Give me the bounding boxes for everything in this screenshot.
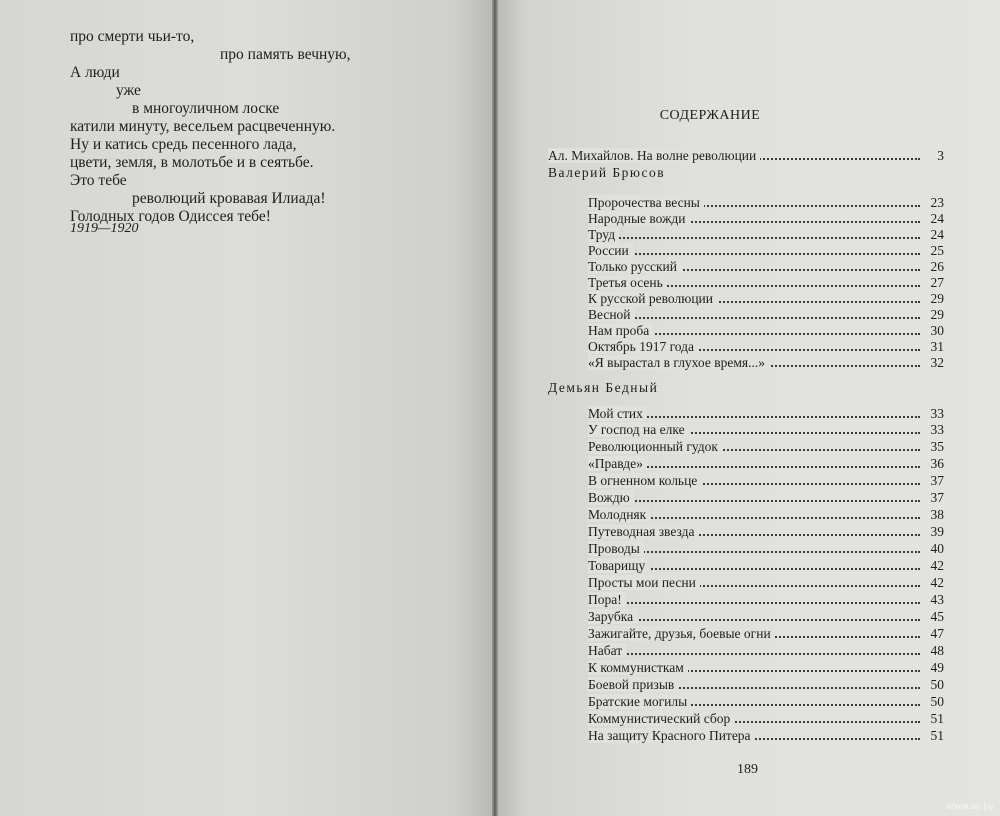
- toc-entry[interactable]: [588, 472, 944, 489]
- toc-entry-page: 50: [930, 677, 944, 692]
- toc-entry-title: «Я вырастал в глухое время...»: [588, 355, 769, 370]
- toc-entry[interactable]: [588, 676, 944, 693]
- toc-entry-page: 47: [930, 626, 944, 641]
- toc-entry-page: 27: [930, 275, 944, 290]
- toc-entry-page: 29: [930, 307, 944, 322]
- toc-entry-title: Ал. Михайлов. На волне революции: [548, 148, 760, 163]
- poem-line: революций кровавая Илиада!: [132, 190, 326, 207]
- toc-entry-page: 42: [930, 575, 944, 590]
- toc-entry-title: Братские могилы: [588, 694, 691, 709]
- toc-entry[interactable]: [588, 274, 944, 291]
- toc-entry-title: Революционный гудок: [588, 439, 722, 454]
- toc-entry-page: 43: [930, 592, 944, 607]
- toc-entry[interactable]: [588, 455, 944, 472]
- toc-entry-title: России: [588, 243, 633, 258]
- toc-entry[interactable]: [588, 194, 944, 211]
- poem-line: Ну и катись средь песенного лада,: [70, 136, 297, 153]
- toc-entry-title: Вождю: [588, 490, 634, 505]
- toc-entry[interactable]: [588, 540, 944, 557]
- toc-entry-title: Пророчества весны: [588, 195, 704, 210]
- toc-entry[interactable]: [588, 306, 944, 323]
- toc-entry-title: Набат: [588, 643, 626, 658]
- toc-entry-title: Молодняк: [588, 507, 650, 522]
- toc-entry[interactable]: [588, 242, 944, 259]
- toc-entry[interactable]: [588, 659, 944, 676]
- leader-dots: [588, 619, 920, 621]
- toc-entry-page: 49: [930, 660, 944, 675]
- toc-entry[interactable]: [588, 322, 944, 339]
- toc-entry-page: 24: [930, 211, 944, 226]
- toc-entry-title: Народные вожди: [588, 211, 690, 226]
- leader-dots: [588, 500, 920, 502]
- toc-entry-page: 37: [930, 490, 944, 505]
- toc-entry[interactable]: [588, 710, 944, 727]
- toc-entry-page: 40: [930, 541, 944, 556]
- poem-line: катили минуту, весельем расцвеченную.: [70, 118, 336, 135]
- poem-line: Это тебе: [70, 172, 127, 189]
- toc-entry[interactable]: [588, 642, 944, 659]
- toc-entry-page: 33: [930, 406, 944, 421]
- toc-entry[interactable]: [588, 210, 944, 227]
- poem-line: про память вечную,: [220, 46, 351, 63]
- toc-entry-page: 33: [930, 422, 944, 437]
- toc-entry-page: 25: [930, 243, 944, 258]
- toc-entry[interactable]: [588, 608, 944, 625]
- poem-line: цвети, земля, в молотьбе и в сеятьбе.: [70, 154, 314, 171]
- toc-entry-title: Товарищу: [588, 558, 649, 573]
- toc-entry-page: 38: [930, 507, 944, 522]
- toc-entry[interactable]: [588, 338, 944, 355]
- poem-line: А люди: [70, 64, 120, 81]
- toc-entry-page: 32: [930, 355, 944, 370]
- page-number: 189: [737, 762, 758, 777]
- leader-dots: [588, 237, 920, 239]
- leader-dots: [588, 602, 920, 604]
- toc-entry-page: 51: [930, 711, 944, 726]
- book-gutter: [492, 0, 498, 816]
- poem-line: про смерти чьи-то,: [70, 28, 195, 45]
- toc-entry-intro[interactable]: [548, 147, 944, 164]
- toc-entry-page: 24: [930, 227, 944, 242]
- toc-entry-page: 31: [930, 339, 944, 354]
- section-author-bedny: Демьян Бедный: [548, 380, 659, 395]
- toc-entry-title: Весной: [588, 307, 635, 322]
- toc-title: СОДЕРЖАНИЕ: [659, 108, 761, 123]
- toc-entry-page: 37: [930, 473, 944, 488]
- left-page: [0, 0, 494, 816]
- poem-line: уже: [116, 82, 141, 99]
- toc-entry-title: «Правде»: [588, 456, 647, 471]
- toc-entry-title: Проводы: [588, 541, 644, 556]
- toc-entry-title: К коммунисткам: [588, 660, 688, 675]
- toc-entry[interactable]: [588, 557, 944, 574]
- toc-entry-page: 3: [937, 148, 944, 163]
- toc-entry[interactable]: [588, 421, 944, 438]
- toc-entry-page: 30: [930, 323, 944, 338]
- toc-entry[interactable]: [588, 591, 944, 608]
- toc-entry-title: Пора!: [588, 592, 626, 607]
- toc-entry[interactable]: [588, 226, 944, 243]
- toc-entry-page: 26: [930, 259, 944, 274]
- leader-dots: [588, 317, 920, 319]
- toc-entry-title: Третья осень: [588, 275, 667, 290]
- toc-entry[interactable]: [588, 727, 944, 744]
- toc-entry-title: Только русский: [588, 259, 681, 274]
- toc-entry[interactable]: [588, 405, 944, 422]
- leader-dots: [588, 253, 920, 255]
- toc-entry[interactable]: [588, 506, 944, 523]
- toc-entry-title: К русской революции: [588, 291, 717, 306]
- toc-entry-title: Октябрь 1917 года: [588, 339, 698, 354]
- toc-entry[interactable]: [588, 290, 944, 307]
- toc-entry[interactable]: [588, 625, 944, 642]
- toc-entry-title: Зарубка: [588, 609, 637, 624]
- section-author-bryusov: Валерий Брюсов: [548, 165, 666, 180]
- toc-entry[interactable]: [588, 489, 944, 506]
- toc-entry-page: 50: [930, 694, 944, 709]
- toc-entry-page: 51: [930, 728, 944, 743]
- toc-entry-title: Мой стих: [588, 406, 647, 421]
- toc-entry-page: 39: [930, 524, 944, 539]
- toc-entry-page: 35: [930, 439, 944, 454]
- poem-line: Голодных годов Одиссея тебе!: [70, 208, 271, 225]
- toc-entry[interactable]: [588, 693, 944, 710]
- toc-entry-page: 45: [930, 609, 944, 624]
- toc-entry-page: 36: [930, 456, 944, 471]
- poem-line: в многоуличном лоске: [132, 100, 280, 117]
- toc-entry-title: На защиту Красного Питера: [588, 728, 755, 743]
- toc-entry-title: Просты мои песни: [588, 575, 700, 590]
- toc-entry-page: 42: [930, 558, 944, 573]
- toc-entry-title: Боевой призыв: [588, 677, 678, 692]
- toc-entry[interactable]: [588, 438, 944, 455]
- leader-dots: [588, 653, 920, 655]
- toc-entry-page: 23: [930, 195, 944, 210]
- toc-entry-title: У господ на елке: [588, 422, 689, 437]
- toc-entry-page: 48: [930, 643, 944, 658]
- toc-entry-title: Нам проба: [588, 323, 653, 338]
- toc-entry-title: Коммунистический сбор: [588, 711, 734, 726]
- toc-entry-page: 29: [930, 291, 944, 306]
- toc-entry[interactable]: [588, 258, 944, 275]
- toc-entry[interactable]: [588, 523, 944, 540]
- watermark: www.ay.by: [946, 802, 994, 812]
- poem-date: 1919—1920: [70, 221, 139, 236]
- toc-entry[interactable]: [588, 574, 944, 591]
- toc-entry[interactable]: [588, 354, 944, 371]
- toc-entry-title: Труд: [588, 227, 619, 242]
- toc-entry-title: В огненном кольце: [588, 473, 701, 488]
- toc-entry-title: Зажигайте, друзья, боевые огни: [588, 626, 775, 641]
- toc-entry-title: Путеводная звезда: [588, 524, 698, 539]
